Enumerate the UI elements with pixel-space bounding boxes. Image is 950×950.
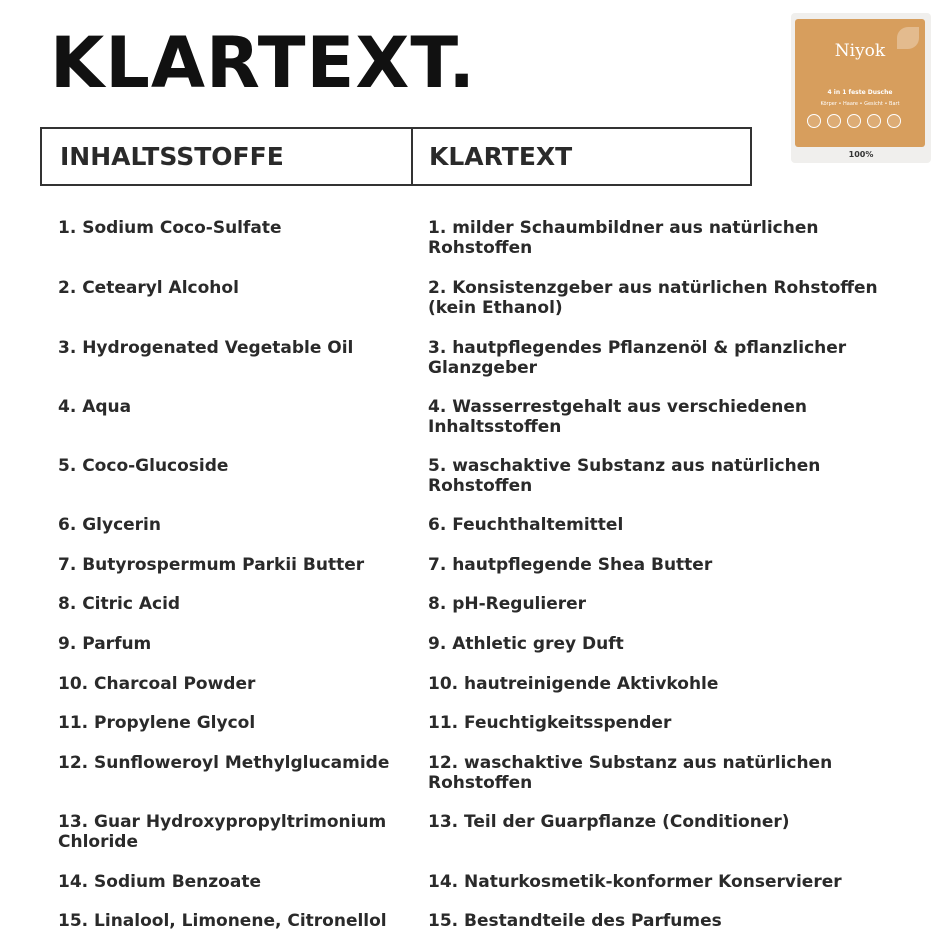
explanation-cell: 1. milder Schaumbildner aus natürlichen Rohstoffen [428,218,819,258]
explanation-cell: 9. Athletic grey Duft [428,634,624,654]
explanation-cell: 14. Naturkosmetik-konformer Konservierer [428,872,842,892]
explanation-cell: 8. pH-Regulierer [428,594,587,614]
explanation-cell: 12. waschaktive Substanz aus natürlichen Rohstoffen [428,753,833,793]
explanation-cell: 15. Bestandteile des Parfumes [428,911,722,931]
explanation-cell: 3. hautpflegendes Pflanzenöl & pflanzlicher Glanzgeber [428,338,847,378]
header-ingredients: INHALTSSTOFFE [42,129,413,184]
ingredient-cell: 9. Parfum [58,634,152,654]
product-brand: Niyok [834,41,886,61]
explanation-cell: 11. Feuchtigkeitsspender [428,713,672,733]
product-line-1: 4 in 1 feste Dusche [827,89,893,96]
ingredient-cell: 2. Cetearyl Alcohol [58,278,239,298]
ingredient-cell: 1. Sodium Coco-Sulfate [58,218,282,238]
ingredient-cell: 14. Sodium Benzoate [58,872,261,892]
explanation-cell: 4. Wasserrestgehalt aus verschiedenen Inhaltsstoffen [428,397,807,437]
ingredient-cell: 4. Aqua [58,397,132,417]
ingredient-cell: 7. Butyrospermum Parkii Butter [58,555,365,575]
product-line-2: Körper • Haare • Gesicht • Bart [820,101,900,107]
explanation-cell: 2. Konsistenzgeber aus natürlichen Rohstoffen (kein Ethanol) [428,278,878,318]
page-title: KLARTEXT. [50,22,477,104]
ingredient-cell: 10. Charcoal Powder [58,674,256,694]
ingredient-cell: 15. Linalool, Limonene, Citronellol [58,911,387,931]
explanation-cell: 7. hautpflegende Shea Butter [428,555,713,575]
ingredient-cell: 12. Sunfloweroyl Methylglucamide [58,753,390,773]
ingredient-cell: 8. Citric Acid [58,594,181,614]
product-badge-text: 100% [848,150,874,159]
ingredient-cell: 3. Hydrogenated Vegetable Oil [58,338,354,358]
ingredient-cell: 11. Propylene Glycol [58,713,256,733]
ingredient-cell: 6. Glycerin [58,515,161,535]
ingredient-cell: 5. Coco-Glucoside [58,456,229,476]
header-plain-text: KLARTEXT [429,142,573,171]
ingredient-cell: 13. Guar Hydroxypropyltrimonium Chloride [58,812,387,852]
explanation-cell: 13. Teil der Guarpflanze (Conditioner) [428,812,790,832]
explanation-cell: 5. waschaktive Substanz aus natürlichen Rohstoffen [428,456,821,496]
explanation-cell: 10. hautreinigende Aktivkohle [428,674,719,694]
explanation-cell: 6. Feuchthaltemittel [428,515,624,535]
